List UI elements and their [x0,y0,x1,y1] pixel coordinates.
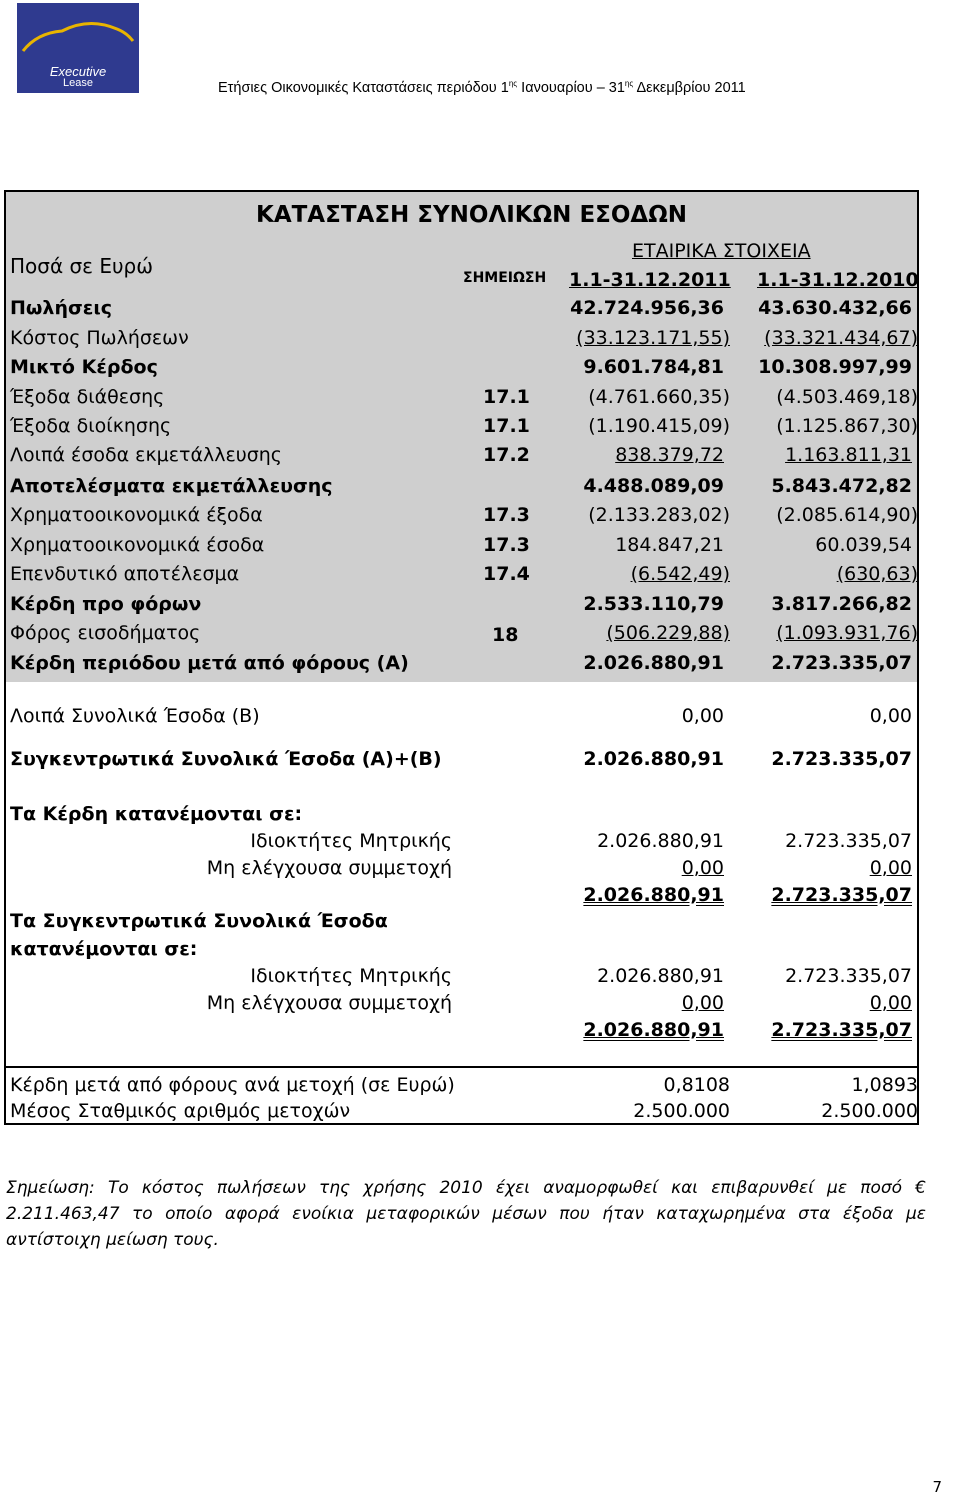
other-income-2010: 0,00 [869,705,912,727]
income-allocation-heading-cont: κατανέμονται σε: [10,938,198,960]
row-label: Χρηματοοικονομικά έσοδα [10,534,265,556]
page-number: 7 [932,1478,942,1496]
row-note: 18 [492,624,519,646]
row-label: Χρηματοοικονομικά έξοδα [10,504,263,526]
company-data-heading: ΕΤΑΙΡΙΚΑ ΣΤΟΙΧΕΙΑ [632,240,811,262]
row-note: 17.3 [483,534,530,556]
profit-minority-2010: 0,00 [869,857,912,879]
profit-total-2010: 2.723.335,07 [771,884,912,906]
income-owners-2010: 2.723.335,07 [785,965,912,987]
row-label: Κόστος Πωλήσεων [10,327,189,349]
row-value-2011: 2.533.110,79 [583,593,724,615]
period-2010-heading: 1.1-31.12.2010 [757,269,919,291]
row-value-2011: 838.379,72 [615,444,724,466]
row-note: 17.1 [483,386,530,408]
row-label: Λοιπά έσοδα εκμετάλλευσης [10,444,282,466]
row-label: Φόρος εισοδήματος [10,622,201,644]
currency-label: Ποσά σε Ευρώ [10,254,153,278]
row-value-2010: (1.093.931,76) [776,622,918,644]
other-income-label: Λοιπά Συνολικά Έσοδα (Β) [10,705,260,727]
row-label: Έξοδα διάθεσης [10,386,165,408]
row-value-2010: 60.039,54 [815,534,912,556]
eps-label: Κέρδη μετά από φόρους ανά μετοχή (σε Ευρώ) [10,1074,455,1096]
row-value-2011: (2.133.283,02) [588,504,730,526]
row-value-2010: (630,63) [836,563,918,585]
row-value-2010: (2.085.614,90) [776,504,918,526]
income-minority-2010: 0,00 [869,992,912,1014]
company-logo [17,3,139,93]
row-value-2010: 3.817.266,82 [771,593,912,615]
row-note: 17.4 [483,563,530,585]
row-label: Κέρδη περιόδου μετά από φόρους (Α) [10,652,409,674]
shares-label: Μέσος Σταθμικός αριθμός μετοχών [10,1100,351,1122]
row-value-2011: 42.724.956,36 [570,297,724,319]
row-value-2010: 2.723.335,07 [771,652,912,674]
table-title: ΚΑΤΑΣΤΑΣΗ ΣΥΝΟΛΙΚΩΝ ΕΣΟΔΩΝ [256,202,688,228]
shares-2011: 2.500.000 [633,1100,730,1122]
row-value-2010: 1.163.811,31 [785,444,912,466]
row-value-2010: 5.843.472,82 [771,475,912,497]
row-value-2011: (4.761.660,35) [588,386,730,408]
table-divider [6,1066,917,1068]
row-value-2011: 4.488.089,09 [583,475,724,497]
row-value-2010: 43.630.432,66 [758,297,912,319]
row-value-2011: (6.542,49) [630,563,730,585]
profit-total-2011: 2.026.880,91 [583,884,724,906]
income-total-2010: 2.723.335,07 [771,1019,912,1041]
income-owners-2011: 2.026.880,91 [597,965,724,987]
period-2011-heading: 1.1-31.12.2011 [569,269,731,291]
row-label: Έξοδα διοίκησης [10,415,172,437]
row-value-2010: (1.125.867,30) [776,415,918,437]
profit-owners-label: Ιδιοκτήτες Μητρικής [250,830,452,852]
row-value-2010: (33.321.434,67) [764,327,918,349]
income-minority-label: Μη ελέγχουσα συμμετοχή [206,992,452,1014]
header-text: Ετήσιες Οικονομικές Καταστάσεις περιόδου 1 [218,79,509,96]
profit-allocation-heading: Τα Κέρδη κατανέμονται σε: [10,803,303,825]
header-superscript: ης [624,79,634,88]
row-value-2011: 9.601.784,81 [583,356,724,378]
header-text: Ιανουαρίου – 31 [517,79,625,96]
row-value-2010: (4.503.469,18) [776,386,918,408]
footnote: Σημείωση: Το κόστος πωλήσεων της χρήσης 2010 έχει αναμορφωθεί και επιβαρυνθεί με ποσό € 2.211.463,47 το οποίο αφορά ενοίκια μεταφορικών μέσων που ήταν καταχωρημένα στα έξοδα με αντίστοιχη μείωση τους. [6,1178,926,1250]
header-text: Δεκεμβρίου 2011 [633,79,746,96]
logo-text-executive: Executive [49,64,107,79]
income-total-2011: 2.026.880,91 [583,1019,724,1041]
income-minority-2011: 0,00 [681,992,724,1014]
profit-owners-2011: 2.026.880,91 [597,830,724,852]
total-income-2011: 2.026.880,91 [583,748,724,770]
profit-owners-2010: 2.723.335,07 [785,830,912,852]
row-note: 17.2 [483,444,530,466]
row-label: Αποτελέσματα εκμετάλλευσης [10,475,333,497]
total-income-label: Συγκεντρωτικά Συνολικά Έσοδα (Α)+(Β) [10,748,442,770]
profit-minority-2011: 0,00 [681,857,724,879]
row-note: 17.3 [483,504,530,526]
row-note: 17.1 [483,415,530,437]
row-value-2011: (33.123.171,55) [576,327,730,349]
total-income-2010: 2.723.335,07 [771,748,912,770]
row-value-2011: 2.026.880,91 [583,652,724,674]
row-label: Πωλήσεις [10,297,113,319]
eps-2011: 0,8108 [663,1074,730,1096]
row-label: Επενδυτικό αποτέλεσμα [10,563,240,585]
income-owners-label: Ιδιοκτήτες Μητρικής [250,965,452,987]
row-label: Κέρδη προ φόρων [10,593,202,615]
income-allocation-heading: Τα Συγκεντρωτικά Συνολικά Έσοδα [10,910,388,932]
header-superscript: ης [508,79,518,88]
eps-2010: 1,0893 [851,1074,918,1096]
other-income-2011: 0,00 [681,705,724,727]
page-header [218,79,746,96]
row-value-2011: (1.190.415,09) [588,415,730,437]
logo-text-lease: Lease [63,77,93,89]
note-column-heading: ΣΗΜΕΙΩΣΗ [463,270,547,286]
row-value-2011: (506.229,88) [606,622,730,644]
shares-2010: 2.500.000 [821,1100,918,1122]
profit-minority-label: Μη ελέγχουσα συμμετοχή [206,857,452,879]
row-value-2010: 10.308.997,99 [758,356,912,378]
row-label: Μικτό Κέρδος [10,356,158,378]
row-value-2011: 184.847,21 [615,534,724,556]
